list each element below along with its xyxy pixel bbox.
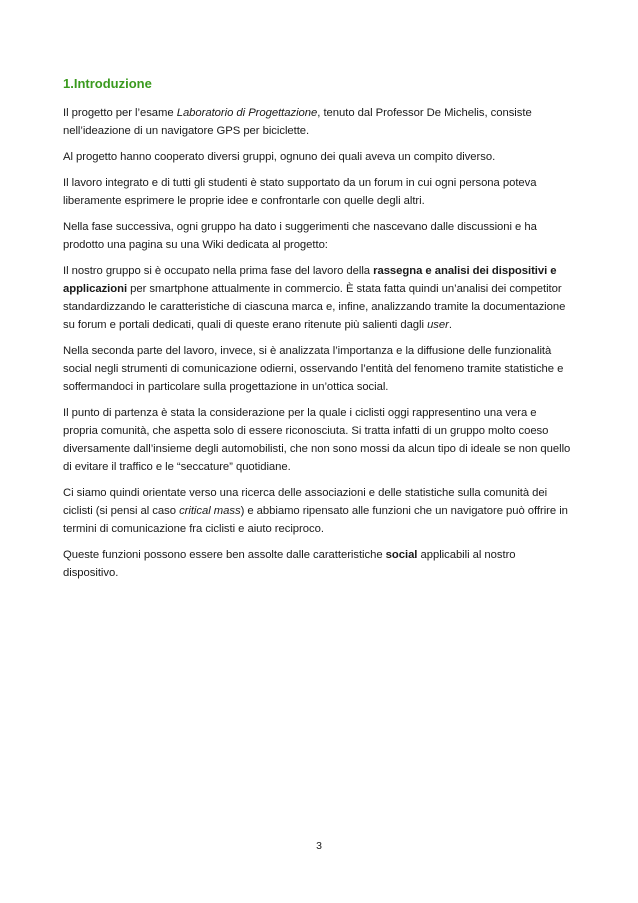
paragraph-7 <box>63 404 573 476</box>
paragraph-2 <box>63 148 573 166</box>
paragraph-9-run-1: Queste funzioni possono essere ben assolte dalle caratteristiche <box>63 549 386 561</box>
paragraph-1-run-3: , tenuto dal Professor De Michelis, consiste nell’ideazione di un navigatore GPS per biciclette. <box>63 107 532 137</box>
paragraph-8-run-3: ) e abbiamo ripensato alle funzioni che un navigatore può offrire in termini di comunicazione fra ciclisti e aiuto reciproco. <box>63 505 568 535</box>
user-italic: user <box>427 319 449 331</box>
page-content <box>63 64 573 590</box>
paragraph-6 <box>63 342 573 396</box>
paragraph-5-run-5: . <box>448 319 452 331</box>
paragraph-5-run-1: Il nostro gruppo si è occupato nella prima fase del lavoro della <box>63 265 374 277</box>
course-name-italic: Laboratorio di Progettazione <box>176 107 318 119</box>
paragraph-1 <box>63 104 573 140</box>
paragraph-8-run-1: Ci siamo quindi orientate verso una ricerca delle associazioni e delle statistiche sulla comunità dei ciclisti (si pensi al caso <box>63 487 548 517</box>
page-number: 3 <box>316 840 322 852</box>
paragraph-3-run-1: Il lavoro integrato e di tutti gli studenti è stato supportato da un forum in cui ogni persona poteva liberamente esprimere le proprie idee e confrontarle con quelle degli altri. <box>63 177 537 207</box>
paragraph-1-run-1: Il progetto per l’esame <box>63 107 177 119</box>
critical-mass-italic: critical mass <box>179 505 241 517</box>
paragraph-6-run-1: Nella seconda parte del lavoro, invece, si è analizzata l’importanza e la diffusione delle funzionalità social negli strumenti di comunicazione odierni, osservando l’entità del fenomeno tramite statistiche e soffermandoci in particolare sulla progettazione in un’ottica social. <box>63 345 564 393</box>
social-bold: social <box>385 549 418 561</box>
paragraph-4 <box>63 218 573 254</box>
section-heading: 1.Introduzione <box>63 76 152 91</box>
paragraph-9-run-3: applicabili al nostro dispositivo. <box>63 549 516 579</box>
paragraph-3 <box>63 174 573 210</box>
paragraph-5-run-3: per smartphone attualmente in commercio. È stata fatta quindi un’analisi dei competitor standardizzando le caratteristiche di ciascuna marca e, infine, analizzando tramite la documentazione su forum e portali dedicati, quali di queste erano ritenute più salienti dagli <box>63 283 566 331</box>
paragraph-9 <box>63 546 573 582</box>
paragraph-4-run-1: Nella fase successiva, ogni gruppo ha dato i suggerimenti che nascevano dalle discussioni e ha prodotto una pagina su una Wiki dedicata al progetto: <box>63 221 537 251</box>
paragraph-5 <box>63 262 573 334</box>
devices-analysis-bold: rassegna e analisi dei dispositivi e applicazioni <box>63 265 557 295</box>
paragraph-8 <box>63 484 573 538</box>
paragraph-2-run-1: Al progetto hanno cooperato diversi gruppi, ognuno dei quali aveva un compito diverso. <box>63 151 496 163</box>
paragraph-7-run-1: Il punto di partenza è stata la considerazione per la quale i ciclisti oggi rappresentino una vera e propria comunità, che aspetta solo di essere riconosciuta. Si tratta infatti di un gruppo molto coeso diversamente dall’insieme degli automobilisti, che non sono mossi da alcun tipo di ideale se non quello di evitare il traffico e le “seccature” quotidiane. <box>63 407 571 473</box>
